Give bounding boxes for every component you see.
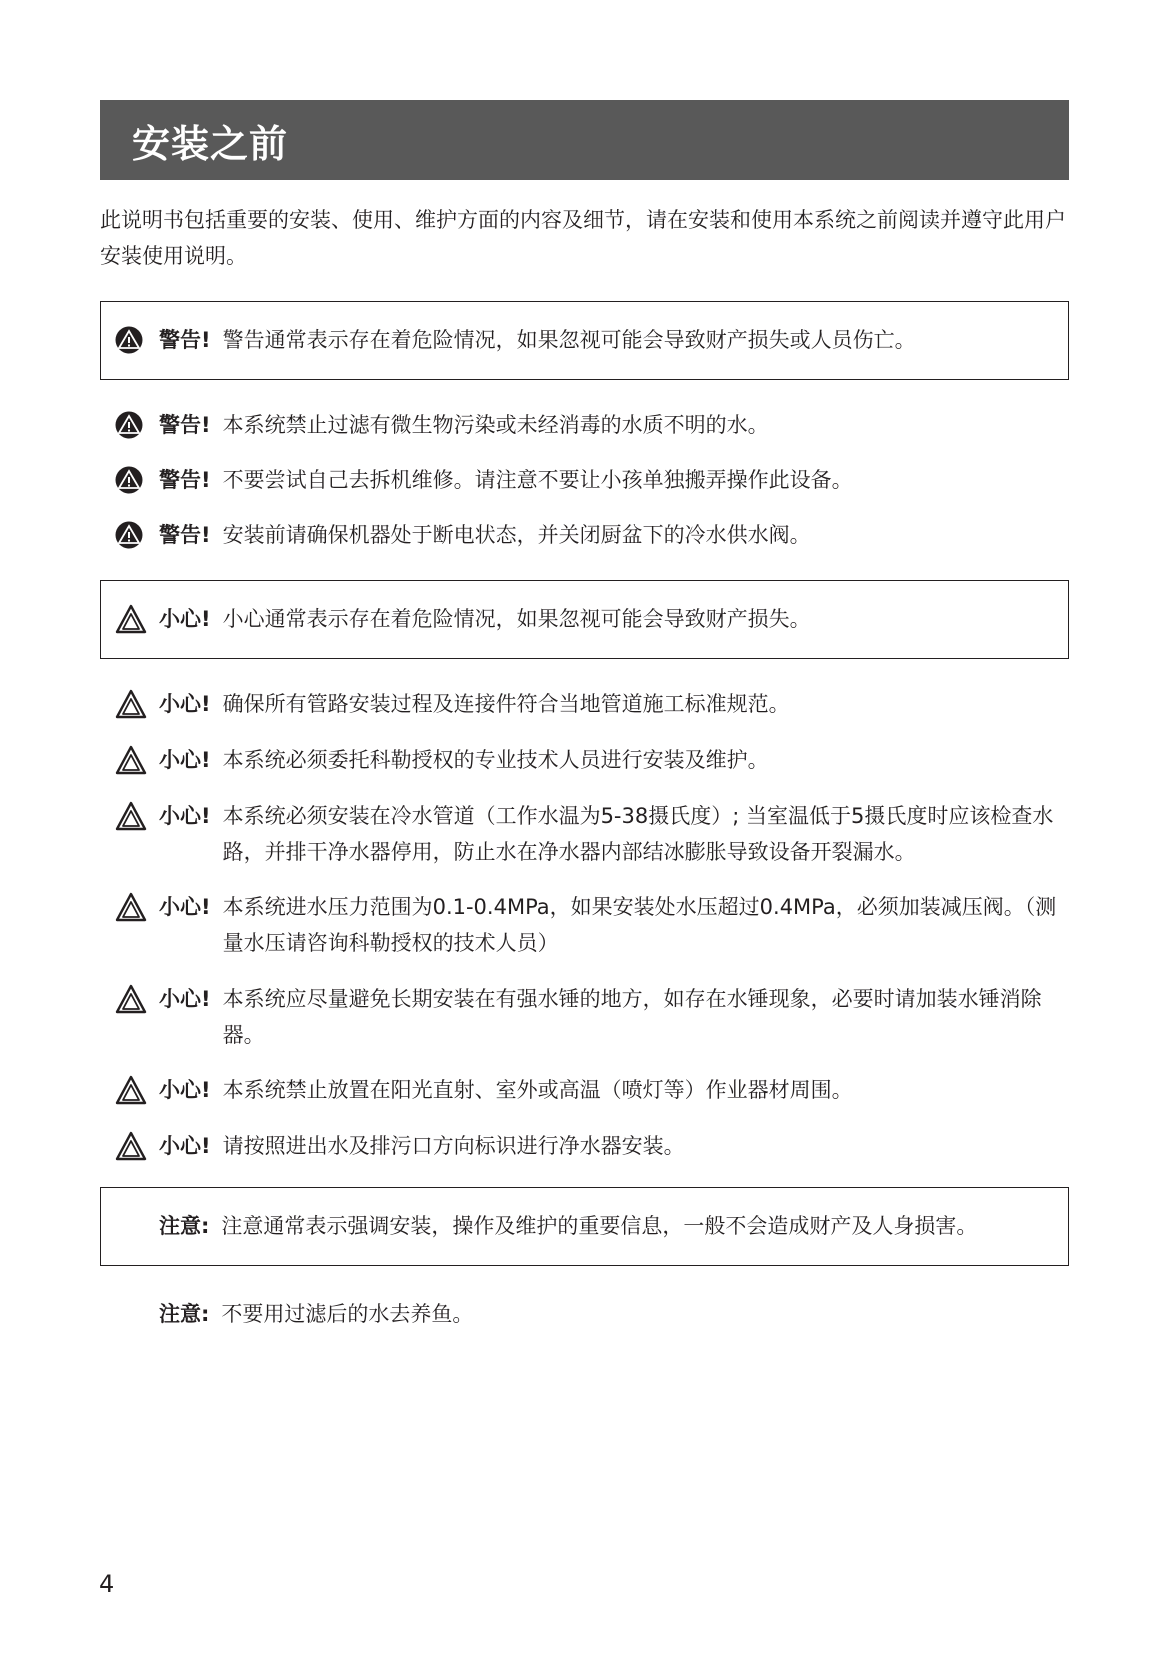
- caution-outline-icon: [115, 798, 147, 834]
- caution-label: 小心!: [159, 804, 211, 828]
- warning-label: 警告!: [159, 413, 211, 437]
- warning-label: 警告!: [159, 468, 211, 492]
- note-label: 注意:: [159, 1214, 210, 1238]
- page-title: 安装之前: [132, 121, 289, 166]
- caution-outline-icon: [115, 1072, 147, 1108]
- caution-outline-icon: [115, 1128, 147, 1164]
- warning-filled-icon: [115, 517, 147, 553]
- warning-definition-text: 警告通常表示存在着危险情况，如果忽视可能会导致财产损失或人员伤亡。: [222, 328, 916, 352]
- note-label: 注意:: [159, 1302, 210, 1326]
- warning-filled-icon: [115, 322, 147, 358]
- caution-text: 本系统进水压力范围为0.1-0.4MPa，如果安装处水压超过0.4MPa，必须加装减压阀。（测量水压请咨询科勒授权的技术人员）: [222, 895, 1057, 955]
- caution-item: [115, 889, 1065, 961]
- warning-item: [115, 462, 1065, 498]
- caution-text: 本系统必须安装在冷水管道（工作水温为5-38摄氏度）; 当室温低于5摄氏度时应该检查水路，并排干净水器停用，防止水在净水器内部结冰膨胀导致设备开裂漏水。: [222, 804, 1054, 864]
- caution-outline-icon: [115, 889, 147, 925]
- caution-outline-icon: [115, 742, 147, 778]
- caution-outline-icon: [115, 686, 147, 722]
- note-definition-text: 注意通常表示强调安装，操作及维护的重要信息，一般不会造成财产及人身损害。: [221, 1214, 978, 1238]
- caution-item: [115, 686, 1065, 722]
- intro-paragraph: 此说明书包括重要的安装、使用、维护方面的内容及细节，请在安装和使用本系统之前阅读并遵守此用户安装使用说明。: [100, 208, 1066, 268]
- caution-item: [115, 742, 1065, 778]
- caution-definition-row: [115, 601, 1065, 637]
- caution-item: [115, 1072, 1065, 1108]
- caution-label: 小心!: [159, 895, 211, 919]
- caution-definition-text: 小心通常表示存在着危险情况，如果忽视可能会导致财产损失。: [222, 607, 811, 631]
- warning-item: [115, 517, 1065, 553]
- caution-label: 小心!: [159, 748, 211, 772]
- caution-text: 请按照进出水及排污口方向标识进行净水器安装。: [222, 1134, 685, 1158]
- warning-item: [115, 407, 1065, 443]
- warning-text: 不要尝试自己去拆机维修。请注意不要让小孩单独搬弄操作此设备。: [222, 468, 853, 492]
- section-title-bar: [100, 100, 1069, 180]
- warning-label: 警告!: [159, 523, 211, 547]
- note-item: [115, 1296, 1065, 1332]
- warning-definition-row: [115, 322, 1065, 358]
- caution-text: 本系统禁止放置在阳光直射、室外或高温（喷灯等）作业器材周围。: [222, 1078, 853, 1102]
- warning-text: 本系统禁止过滤有微生物污染或未经消毒的水质不明的水。: [222, 413, 769, 437]
- caution-label: 小心!: [159, 692, 211, 716]
- warning-label: 警告!: [159, 328, 211, 352]
- caution-item: [115, 981, 1065, 1053]
- warning-text: 安装前请确保机器处于断电状态，并关闭厨盆下的冷水供水阀。: [222, 523, 811, 547]
- caution-text: 本系统必须委托科勒授权的专业技术人员进行安装及维护。: [222, 748, 769, 772]
- caution-text: 确保所有管路安装过程及连接件符合当地管道施工标准规范。: [222, 692, 790, 716]
- caution-label: 小心!: [159, 1134, 211, 1158]
- caution-outline-icon: [115, 601, 147, 637]
- note-definition-row: [115, 1208, 1065, 1244]
- caution-label: 小心!: [159, 987, 211, 1011]
- page-number: 4: [99, 1570, 115, 1598]
- caution-label: 小心!: [159, 607, 211, 631]
- note-text: 不要用过滤后的水去养鱼。: [221, 1302, 474, 1326]
- caution-outline-icon: [115, 981, 147, 1017]
- warning-filled-icon: [115, 407, 147, 443]
- caution-text: 本系统应尽量避免长期安装在有强水锤的地方，如存在水锤现象，必要时请加装水锤消除器。: [222, 987, 1042, 1047]
- warning-filled-icon: [115, 462, 147, 498]
- caution-label: 小心!: [159, 1078, 211, 1102]
- caution-item: [115, 798, 1065, 870]
- caution-item: [115, 1128, 1065, 1164]
